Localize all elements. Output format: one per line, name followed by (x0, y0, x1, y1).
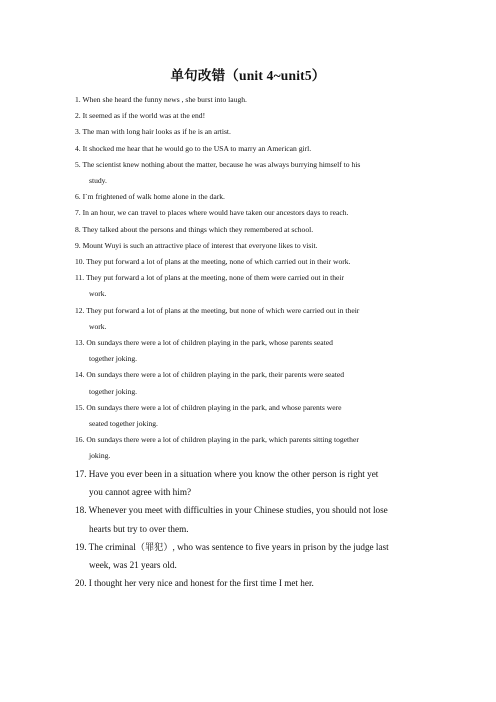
exercise-item (75, 400, 425, 432)
exercise-text-continued: together joking. (89, 386, 138, 396)
exercise-text-continued: together joking. (89, 354, 138, 364)
exercise-text: 12. They put forward a lot of plans at the meeting, but none of which were carried out in their (75, 305, 360, 315)
exercise-text-continued: hearts but try to over them. (89, 523, 189, 534)
exercise-item (75, 538, 425, 575)
exercise-text-continued: joking. (89, 451, 111, 461)
exercise-text: 3. The man with long hair looks as if he is an artist. (75, 127, 231, 137)
exercise-item (75, 254, 425, 270)
exercise-item (75, 124, 425, 140)
exercise-item (75, 205, 425, 221)
exercise-text-continued: work. (89, 321, 107, 331)
page-title: 单句改错（unit 4~unit5） (170, 68, 326, 83)
exercise-item (75, 108, 425, 124)
exercise-text: 2. It seemed as if the world was at the end! (75, 111, 206, 121)
exercise-item (75, 501, 425, 538)
exercise-text-continued: you cannot agree with him? (89, 486, 192, 497)
exercise-text: 17. Have you ever been in a situation where you know the other person is right yet (75, 468, 379, 479)
exercise-text: 15. On sundays there were a lot of children playing in the park, and whose parents were (75, 402, 342, 412)
exercise-item (75, 335, 425, 367)
exercise-item (75, 157, 425, 189)
exercise-text: 20. I thought her very nice and honest for the first time I met her. (75, 578, 314, 589)
exercise-text: 16. On sundays there were a lot of children playing in the park, which parents sitting together (75, 435, 359, 445)
exercise-text: 9. Mount Wuyi is such an attractive place of interest that everyone likes to visit. (75, 240, 318, 250)
exercise-text-continued: week, was 21 years old. (89, 560, 177, 571)
exercise-text: 18. Whenever you meet with difficulties in your Chinese studies, you should not lose (75, 505, 388, 516)
exercise-text: 13. On sundays there were a lot of children playing in the park, whose parents seated (75, 338, 333, 348)
exercise-text: 10. They put forward a lot of plans at the meeting, none of which carried out in their work. (75, 257, 351, 267)
exercise-text: 6. I`m frightened of walk home alone in the dark. (75, 192, 225, 202)
exercise-text: 8. They talked about the persons and things which they remembered at school. (75, 224, 314, 234)
exercise-list (75, 92, 425, 593)
exercise-item (75, 189, 425, 205)
exercise-text: 14. On sundays there were a lot of children playing in the park, their parents were seated (75, 370, 345, 380)
exercise-item (75, 432, 425, 464)
exercise-text: 1. When she heard the funny news , she burst into laugh. (75, 95, 247, 104)
exercise-text: 11. They put forward a lot of plans at the meeting, none of them were carried out in their (75, 273, 345, 283)
exercise-item (75, 141, 425, 157)
exercise-item (75, 270, 425, 302)
exercise-text: 5. The scientist knew nothing about the matter, because he was always burrying himself to his (75, 159, 361, 169)
exercise-item (75, 303, 425, 335)
exercise-item (75, 222, 425, 238)
exercise-item (75, 574, 425, 592)
exercise-item (75, 238, 425, 254)
exercise-item (75, 92, 425, 108)
exercise-text-continued: work. (89, 289, 107, 299)
exercise-text-continued: study. (89, 176, 107, 186)
exercise-text: 19. The criminal（罪犯）, who was sentence to five years in prison by the judge last (75, 541, 389, 552)
exercise-text: 4. It shocked me hear that he would go to the USA to marry an American girl. (75, 143, 312, 153)
exercise-item (75, 465, 425, 502)
exercise-text-continued: seated together joking. (89, 419, 158, 429)
exercise-item (75, 367, 425, 399)
exercise-text: 7. In an hour, we can travel to places where would have taken our ancestors days to reach. (75, 208, 349, 218)
